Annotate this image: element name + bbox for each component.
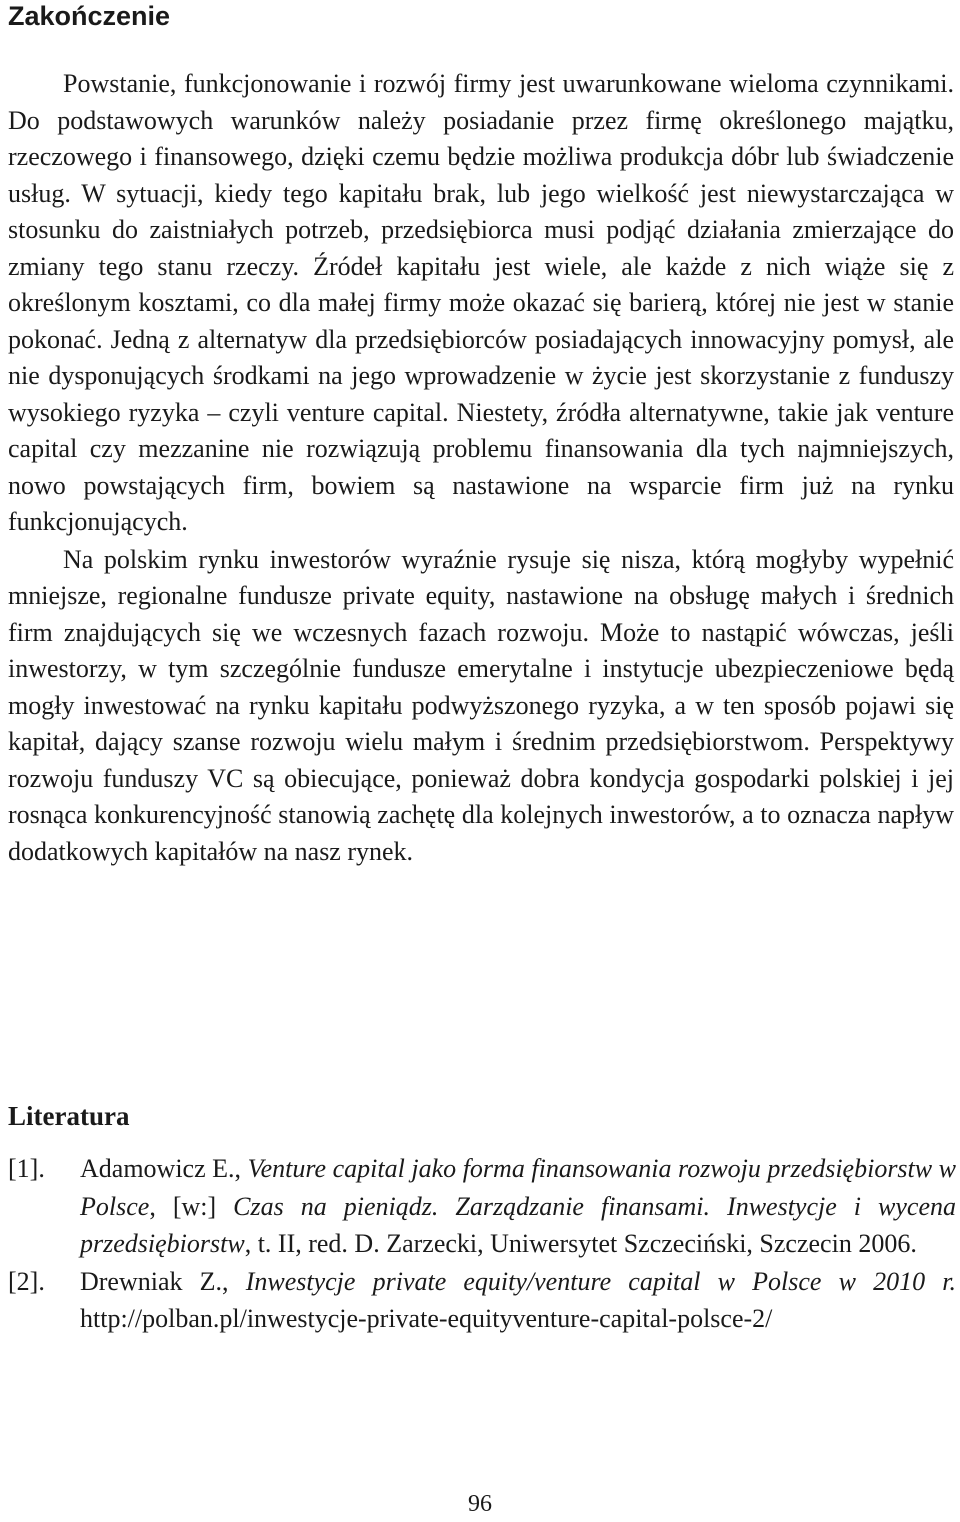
reference-title: Inwestycje private equity/venture capital w Polsce w 2010 r. <box>245 1266 956 1296</box>
reference-number: [2]. <box>8 1266 45 1296</box>
reference-list <box>8 1150 956 1338</box>
paragraph: Powstanie, funkcjonowanie i rozwój firmy jest uwarunkowane wieloma czynnikami. Do podstawowych warunków należy posiadanie przez firmę określonego majątku, rzeczowego i finansowego, dzięki czemu będzie możliwa produkcja dóbr lub świadczenie usług. W sytuacji, kiedy tego kapitału brak, lub jego wielkość jest niewystarczająca w stosunku do zaistniałych potrzeb, przedsiębiorca musi podjąć działania zmierzające do zmiany tego stanu rzeczy. Źródeł kapitału jest wiele, ale każde z nich wiąże się z określonym kosztami, co dla małej firmy może okazać się barierą, której nie jest w stanie pokonać. Jedną z alternatyw dla przedsiębiorców posiadających innowacyjny pomysł, ale nie dysponujących środkami na jego wprowadzenie w życie jest skorzystanie z funduszy wysokiego ryzyka – czyli venture capital. Niestety, źródła alternatywne, takie jak venture capital czy mezzanine nie rozwiązują problemu finansowania dla tych najmniejszych, nowo powstających firm, bowiem są nastawione na wsparcie firm już na rynku funkcjonujących. <box>8 69 954 536</box>
reference-author: Adamowicz E., <box>80 1154 242 1183</box>
body-text <box>8 66 954 870</box>
reference-details: , t. II, red. D. Zarzecki, Uniwersytet Szczeciński, Szczecin 2006. <box>244 1229 917 1258</box>
reference-item <box>8 1150 956 1263</box>
literature-title: Literatura <box>8 1101 130 1131</box>
page-number: 96 <box>468 1491 492 1517</box>
reference-title: Venture capital jako forma finansowania rozwoju przedsiębiorstw w Polsce <box>80 1154 957 1221</box>
reference-number: [1]. <box>8 1154 45 1183</box>
reference-author: Drewniak Z., <box>80 1266 229 1296</box>
reference-source: Czas na pieniądz. Zarządzanie finansami. Inwestycje i wycena przedsiębiorstw <box>80 1191 956 1258</box>
reference-url: http://polban.pl/inwestycje-private-equityventure-capital-polsce-2/ <box>80 1304 773 1333</box>
paragraph: Na polskim rynku inwestorów wyraźnie rysuje się nisza, którą mogłyby wypełnić mniejsze, regionalne fundusze private equity, nastawione na obsługę małych i średnich firm znajdujących się we wczesnych fazach rozwoju. Może to nastąpić wówczas, jeśli inwestorzy, w tym szczególnie fundusze emerytalne i instytucje ubezpieczeniowe będą mogły inwestować na rynku kapitału podwyższonego ryzyka, a w ten sposób pojawi się kapitał, dający szanse rozwoju wielu małym i średnim przedsiębiorstwom. Perspektywy rozwoju funduszy VC są obiecujące, ponieważ dobra kondycja gospodarki polskiej i jej rosnąca konkurencyjność stanowią zachętę dla kolejnych inwestorów, a to oznacza napływ dodatkowych kapitałów na nasz rynek. <box>8 544 954 866</box>
reference-item <box>8 1263 956 1338</box>
section-title: Zakończenie <box>8 1 171 31</box>
reference-separator: , [w:] <box>149 1191 234 1221</box>
